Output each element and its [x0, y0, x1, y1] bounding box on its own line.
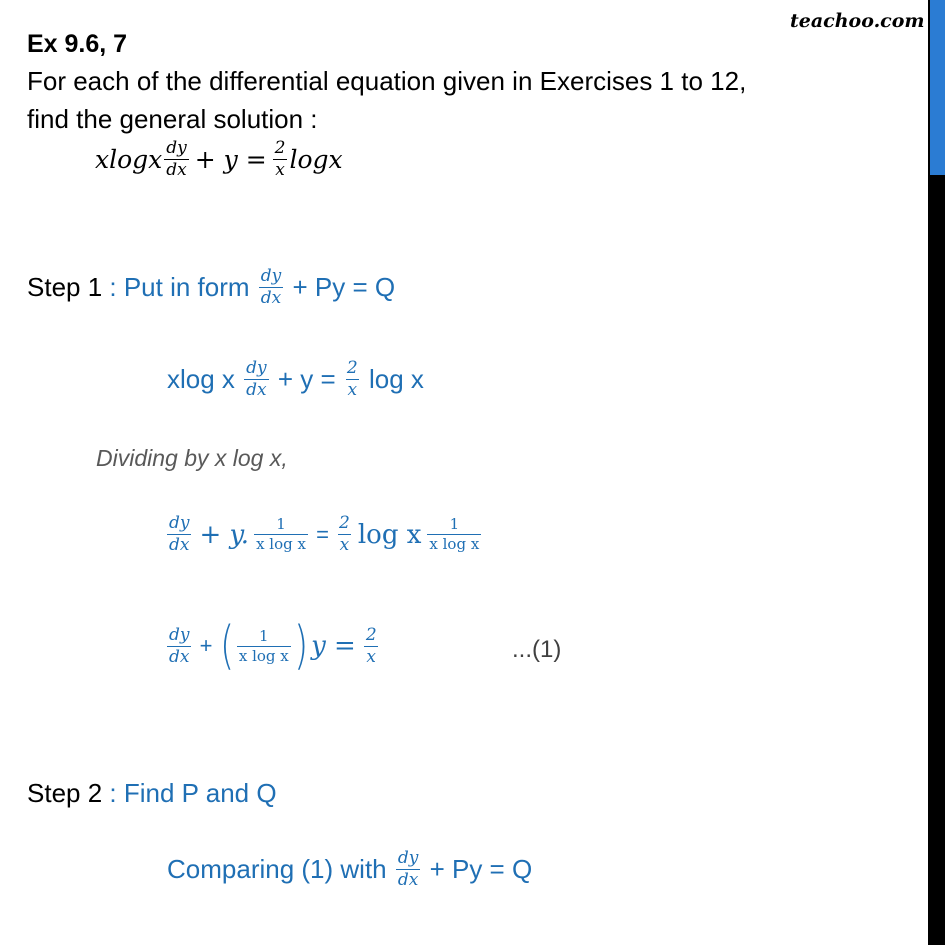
main-eq-prefix: xlogx [95, 145, 163, 174]
line3-fraction-3 [337, 515, 352, 554]
fraction-numerator: dy [246, 358, 267, 378]
fraction-denominator: x [366, 646, 377, 667]
right-paren: ) [293, 616, 309, 676]
line2-fraction [244, 360, 269, 399]
fraction-numerator: 2 [346, 358, 358, 378]
dividing-note: Dividing by x log x, [96, 445, 288, 471]
comparing-line [167, 850, 532, 889]
line3-log-x: log x [357, 519, 422, 550]
fraction-numerator: dy [397, 848, 419, 868]
fraction-denominator: dx [166, 160, 187, 180]
fraction-denominator: dx [169, 535, 190, 555]
step-2-heading [27, 778, 277, 809]
fraction-denominator: dx [260, 288, 282, 308]
line3-equals: = [309, 521, 336, 547]
fraction-numerator: 1 [449, 515, 460, 533]
line5-prefix: Comparing (1) with [167, 854, 394, 884]
step-2-text: : Find P and Q [102, 778, 277, 808]
fraction-numerator: 2 [339, 513, 350, 533]
fraction-denominator: x log x [429, 535, 480, 553]
line3-fraction [167, 515, 192, 554]
scrollbar-thumb[interactable] [930, 0, 945, 175]
fraction-numerator: dy [260, 266, 282, 286]
left-paren: ( [219, 616, 234, 676]
line2-mid: + y = [270, 364, 343, 394]
step-1-text: : Put in form [102, 272, 257, 302]
fraction-denominator: x log x [256, 535, 306, 553]
line2-rhs-fraction [345, 360, 360, 399]
fraction-numerator: 2 [274, 138, 286, 158]
fraction-denominator: dx [397, 870, 419, 890]
step-1-tail: + Py = Q [285, 272, 396, 302]
main-eq-rhs-fraction [273, 140, 288, 179]
line4-plus: + [193, 633, 219, 658]
step-1-heading [27, 268, 395, 307]
fraction-denominator: dx [169, 646, 190, 667]
equation-line-2 [167, 360, 424, 399]
fraction-numerator: 1 [259, 626, 269, 645]
line5-fraction [396, 850, 421, 889]
fraction-numerator: dy [166, 138, 187, 158]
line2-prefix: xlog x [167, 364, 243, 394]
equation-tag: ...(1) [512, 636, 562, 663]
fraction-numerator: dy [169, 624, 190, 645]
line2-tail: log x [361, 364, 424, 394]
line4-fraction-3 [364, 624, 379, 667]
equation-line-4 [165, 616, 381, 676]
line3-fraction-4 [427, 517, 481, 552]
fraction-denominator: dx [246, 380, 267, 400]
fraction-denominator: x [347, 380, 358, 400]
fraction-denominator: x [339, 535, 350, 555]
main-equation [95, 140, 343, 179]
fraction-denominator: x [275, 160, 285, 180]
fraction-numerator: dy [169, 513, 190, 533]
line3-plus-y: + y. [199, 519, 250, 550]
main-eq-plus-y: + y = [194, 145, 267, 174]
step-2-label: Step 2 [27, 778, 103, 808]
brand-logo: teachoo.com [790, 10, 925, 32]
fraction-numerator: 1 [276, 515, 286, 533]
line5-tail: + Py = Q [422, 854, 533, 884]
question-line-1: For each of the differential equation given in Exercises 1 to 12, [27, 66, 747, 96]
line4-fraction [167, 624, 192, 667]
main-eq-suffix: logx [289, 145, 343, 174]
line4-fraction-2 [237, 626, 291, 665]
line4-y-equals: y = [311, 631, 356, 661]
step-1-label: Step 1 [27, 272, 103, 302]
exercise-title: Ex 9.6, 7 [27, 30, 128, 58]
equation-line-3 [165, 515, 483, 554]
step-1-fraction [259, 268, 284, 307]
question-line-2: find the general solution : [27, 104, 318, 134]
main-eq-fraction [164, 140, 189, 179]
fraction-denominator: x log x [238, 646, 289, 665]
fraction-numerator: 2 [365, 624, 377, 645]
line3-fraction-2 [254, 517, 308, 552]
